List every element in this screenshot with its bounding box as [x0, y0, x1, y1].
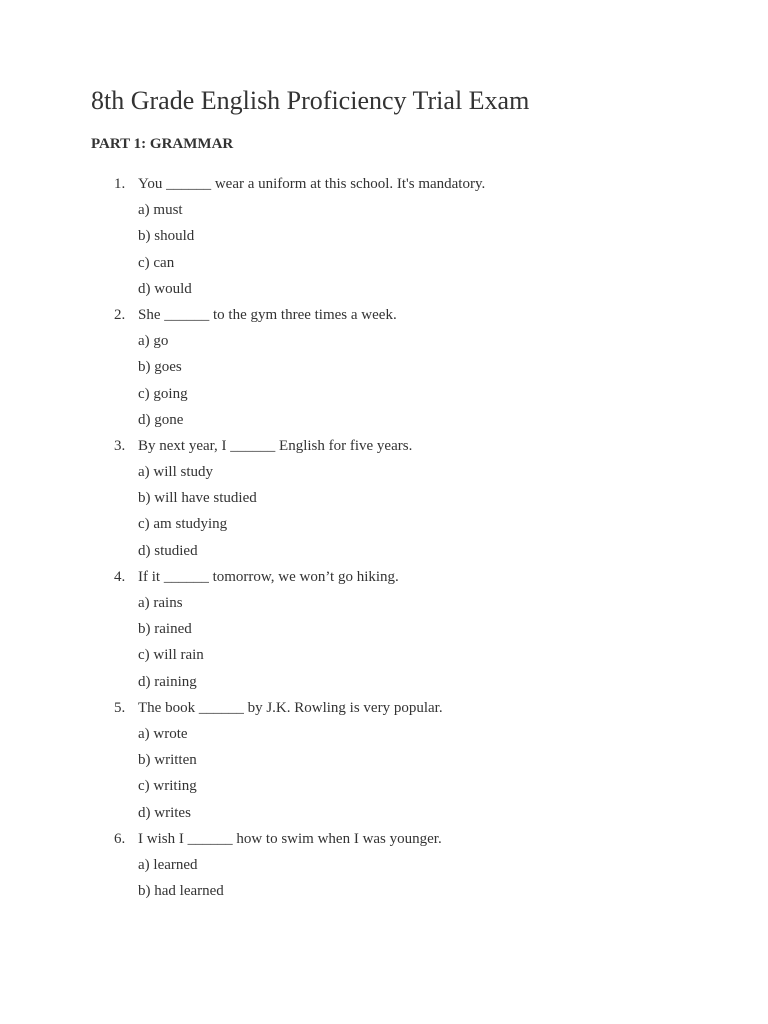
question-list — [0, 171, 768, 904]
option-text: c) writing — [138, 778, 197, 795]
question-text: You ______ wear a uniform at this school. It's mandatory. — [138, 176, 486, 192]
question-number: 5. — [114, 699, 126, 716]
option-text: d) studied — [138, 542, 198, 559]
option-text: a) learned — [138, 856, 198, 873]
answer-option — [0, 511, 768, 537]
option-text: c) will rain — [138, 647, 204, 664]
answer-option — [0, 459, 768, 485]
option-text: d) writes — [138, 804, 191, 821]
question-3 — [0, 433, 768, 564]
question-line — [0, 695, 768, 721]
answer-option — [0, 721, 768, 747]
answer-option — [0, 276, 768, 302]
page-title: 8th Grade English Proficiency Trial Exam — [91, 86, 530, 115]
question-4 — [0, 564, 768, 695]
answer-option — [0, 669, 768, 695]
answer-option — [0, 328, 768, 354]
question-number: 1. — [114, 176, 126, 192]
option-text: b) written — [138, 752, 197, 769]
option-text: a) must — [138, 202, 183, 219]
answer-option — [0, 878, 768, 904]
answer-option — [0, 642, 768, 668]
answer-option — [0, 538, 768, 564]
answer-option — [0, 407, 768, 433]
option-text: c) can — [138, 254, 175, 271]
answer-option — [0, 773, 768, 799]
question-text: If it ______ tomorrow, we won’t go hiking. — [138, 568, 399, 585]
option-text: a) go — [138, 333, 169, 350]
question-line — [0, 171, 768, 197]
answer-option — [0, 590, 768, 616]
option-text: b) had learned — [138, 883, 224, 900]
question-line — [0, 302, 768, 328]
question-number: 4. — [114, 568, 126, 585]
option-text: a) wrote — [138, 725, 188, 742]
answer-option — [0, 800, 768, 826]
answer-option — [0, 354, 768, 380]
question-number: 3. — [114, 437, 126, 454]
answer-option — [0, 485, 768, 511]
answer-option — [0, 223, 768, 249]
option-text: b) will have studied — [138, 490, 257, 507]
question-2 — [0, 302, 768, 433]
answer-option — [0, 852, 768, 878]
answer-option — [0, 381, 768, 407]
option-text: b) should — [138, 228, 195, 245]
question-6 — [0, 826, 768, 905]
section-heading: PART 1: GRAMMAR — [91, 136, 234, 152]
option-text: a) rains — [138, 595, 183, 611]
option-text: a) will study — [138, 464, 213, 481]
question-1 — [0, 171, 768, 302]
option-text: d) raining — [138, 673, 197, 690]
question-line — [0, 826, 768, 852]
question-line — [0, 433, 768, 459]
option-text: d) would — [138, 280, 192, 297]
question-text: She ______ to the gym three times a week. — [138, 306, 397, 323]
question-text: I wish I ______ how to swim when I was younger. — [138, 830, 442, 847]
question-text: The book ______ by J.K. Rowling is very popular. — [138, 699, 443, 716]
answer-option — [0, 747, 768, 773]
answer-option — [0, 197, 768, 223]
option-text: d) gone — [138, 411, 184, 428]
option-text: b) goes — [138, 359, 182, 376]
question-number: 2. — [114, 306, 126, 323]
question-text: By next year, I ______ English for five years. — [138, 437, 413, 454]
answer-option — [0, 616, 768, 642]
question-number: 6. — [114, 830, 126, 847]
option-text: c) am studying — [138, 516, 228, 533]
question-line — [0, 564, 768, 590]
question-5 — [0, 695, 768, 826]
option-text: b) rained — [138, 621, 192, 638]
answer-option — [0, 250, 768, 276]
option-text: c) going — [138, 385, 188, 402]
